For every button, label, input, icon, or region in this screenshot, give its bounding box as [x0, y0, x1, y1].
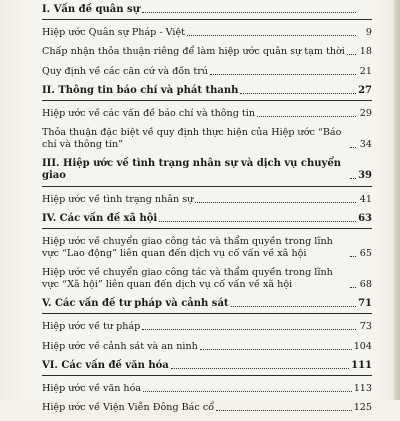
toc-entry-title: VI. Các vấn đề văn hóa: [42, 359, 169, 371]
dot-leader: [350, 147, 356, 148]
toc-entry: [42, 127, 372, 151]
toc-entry-title: Thỏa thuận đặc biệt về quy định thực hiện của Hiệp ước “Báo chí và thông tin”: [42, 127, 342, 151]
toc-entry-title: Hiệp ước về Viện Viễn Đông Bác cổ: [42, 402, 215, 414]
section-divider: [42, 375, 372, 376]
toc-entry: [42, 321, 372, 333]
page-edge-shadow: [394, 0, 400, 400]
toc-entry: [42, 383, 372, 395]
toc-page-number: 104: [353, 340, 372, 352]
dot-leader: [187, 35, 356, 36]
toc-entry-title: Chấp nhận thỏa thuận riêng để làm hiệp ước quân sự tạm thời: [42, 46, 345, 58]
toc-entry-title: Hiệp ước về tư pháp: [42, 321, 141, 333]
section-divider: [42, 100, 372, 101]
toc-page-number: 125: [353, 402, 372, 414]
dot-leader: [200, 349, 352, 350]
dot-leader: [195, 202, 356, 203]
dot-leader: [231, 306, 356, 307]
dot-leader: [142, 329, 356, 330]
toc-entry-title: IV. Các vấn đề xã hội: [42, 212, 158, 224]
section-divider: [42, 186, 372, 187]
dot-leader: [142, 12, 356, 13]
toc-page-number: 68: [359, 279, 372, 291]
dot-leader: [257, 116, 356, 117]
toc-entry: [42, 267, 372, 291]
toc-page-number: 41: [359, 193, 372, 205]
toc-entry-title: I. Vấn đề quân sự: [42, 4, 140, 15]
toc-entry: [42, 402, 372, 414]
dot-leader: [159, 221, 356, 222]
toc-entry: [42, 236, 372, 260]
toc-page-number: 18: [359, 46, 372, 58]
dot-leader: [171, 368, 349, 369]
section-divider: [42, 228, 372, 229]
toc-entry-title: Quy định về các căn cứ và đồn trú: [42, 65, 208, 77]
toc-entry-title: Hiệp ước về tình trạng nhân sự: [42, 193, 194, 205]
toc-entry-title: Hiệp ước về các vấn đề báo chí và thông tin: [42, 107, 256, 119]
dot-leader: [210, 74, 356, 75]
section-divider: [42, 313, 372, 314]
toc-entry-title: III. Hiệp ước về tình trạng nhân sự và dịch vụ chuyển giao: [42, 158, 341, 182]
dot-leader: [350, 178, 356, 179]
dot-leader: [350, 256, 356, 257]
toc-entry-title: Hiệp ước Quân sự Pháp - Việt: [42, 27, 186, 39]
toc-entry-title: Hiệp ước về chuyển giao công tác và thẩm quyền trong lĩnh vực “Xã hội” liên quan đến dịch vụ cố vấn về xã hội: [42, 267, 333, 291]
dot-leader: [240, 93, 356, 94]
toc-section-heading: [42, 85, 372, 97]
toc-page-number: 73: [359, 321, 372, 333]
dot-leader: [143, 391, 352, 392]
toc-page-number: 71: [358, 298, 372, 310]
toc-page-number: 29: [359, 107, 372, 119]
toc-section-heading: [42, 360, 372, 372]
toc-section-heading: [42, 213, 372, 225]
toc-section-heading: [42, 298, 372, 310]
toc-entry-title: Hiệp ước về chuyển giao công tác và thẩm quyền trong lĩnh vực “Lao động” liên quan đến dịch vụ cố vấn về xã hội: [42, 235, 333, 259]
toc-entry-title: II. Thông tin báo chí và phát thanh: [42, 84, 239, 96]
toc-entry: [42, 46, 372, 58]
toc-page-number: 34: [359, 139, 372, 151]
toc-entry: [42, 194, 372, 206]
section-divider: [42, 19, 372, 20]
toc-page-number: 39: [358, 170, 372, 182]
toc-entry: [42, 341, 372, 353]
toc-section-heading: [42, 158, 372, 182]
toc-page-number: 27: [358, 84, 372, 96]
table-of-contents: [42, 4, 372, 421]
toc-entry-title: V. Các vấn đề tư pháp và cảnh sát: [42, 298, 229, 310]
toc-page-number: 63: [358, 212, 372, 224]
toc-entry: [42, 66, 372, 78]
toc-page-number: 113: [353, 383, 372, 394]
toc-entry: [42, 27, 372, 39]
toc-page-number: 65: [359, 247, 372, 259]
dot-leader: [350, 287, 356, 288]
toc-entry: [42, 108, 372, 120]
toc-entry-title: Hiệp ước về cảnh sát và an ninh: [42, 340, 198, 352]
dot-leader: [216, 410, 352, 411]
toc-page-number: 111: [351, 359, 372, 371]
toc-section-heading: [42, 4, 372, 16]
toc-page-number: 9: [365, 27, 372, 39]
dot-leader: [347, 54, 356, 55]
toc-page-number: 21: [359, 65, 372, 77]
toc-entry-title: Hiệp ước về văn hóa: [42, 383, 142, 394]
